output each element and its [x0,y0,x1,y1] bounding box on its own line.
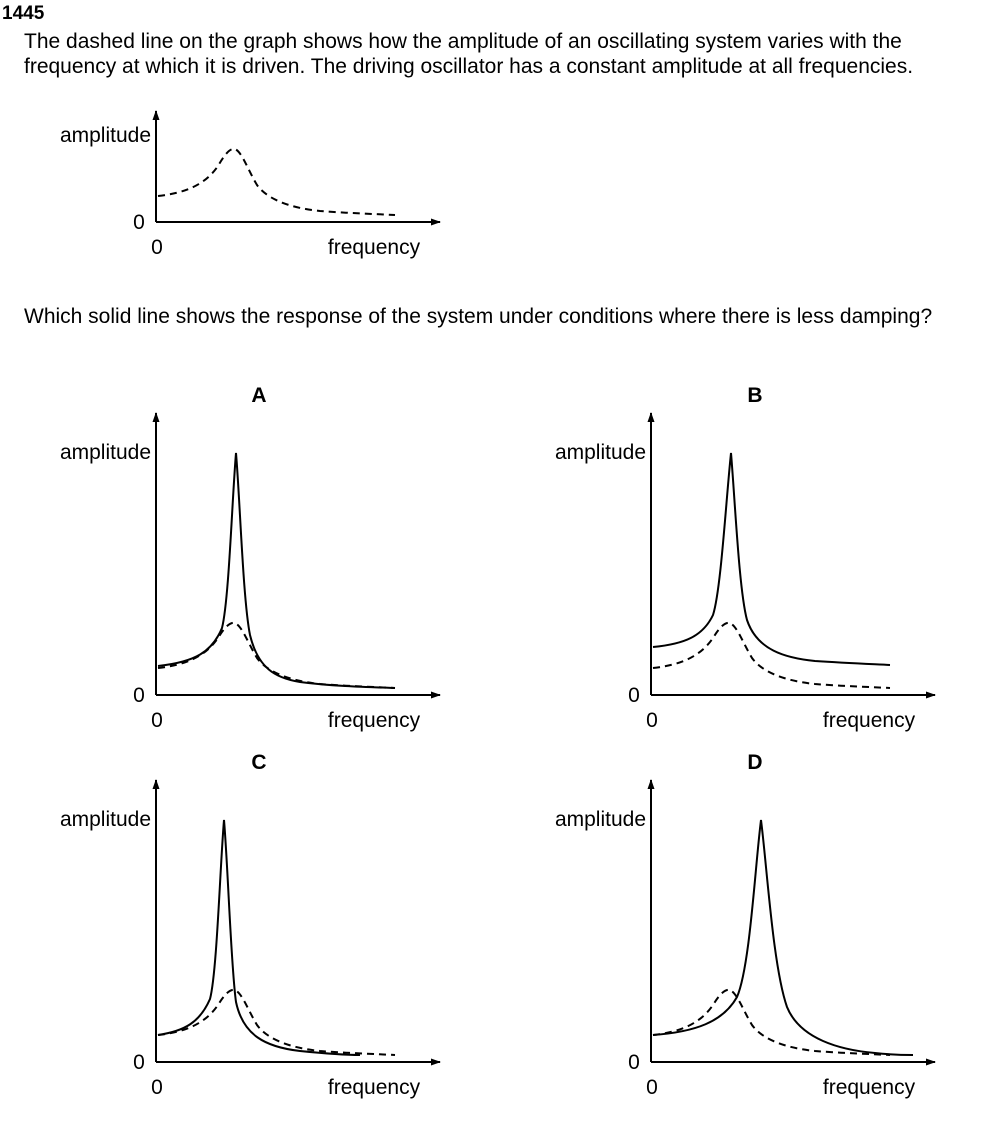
y-origin-label: 0 [133,211,145,234]
dashed-curve [653,990,890,1055]
y-origin-label: 0 [628,1051,640,1074]
y-origin-label: 0 [628,684,640,707]
option-c-letter: C [251,751,267,774]
dashed-curve [158,623,395,688]
question-prompt: Which solid line shows the response of the system under conditions where there is less damping? [24,305,933,328]
solid-curve [653,453,890,665]
question-intro: The dashed line on the graph shows how the amplitude of an oscillating system varies with the frequency at which it is driven. The driving oscillator has a constant amplitude at all frequencies. [24,30,914,78]
question-number: 1445 [2,3,45,24]
solid-curve [158,453,395,688]
x-axis-label: frequency [822,709,916,732]
x-axis-label: frequency [822,1076,916,1099]
x-axis-label: frequency [327,236,421,259]
x-origin-label: 0 [151,709,163,732]
y-axis-label: amplitude [59,808,151,831]
option-b-letter: B [747,384,763,407]
option-a-letter: A [251,384,267,407]
x-origin-label: 0 [151,1076,163,1099]
y-axis-label: amplitude [554,441,646,464]
y-axis-label: amplitude [59,124,151,147]
option-c-graph [60,751,440,1099]
option-a-graph [60,384,440,732]
x-origin-label: 0 [151,236,163,259]
x-origin-label: 0 [646,1076,658,1099]
x-axis-label: frequency [327,709,421,732]
reference-graph [60,111,440,259]
y-axis-label: amplitude [59,441,151,464]
option-d-letter: D [747,751,763,774]
solid-curve [158,820,360,1055]
option-d-graph [555,751,935,1099]
x-origin-label: 0 [646,709,658,732]
solid-curve [653,820,913,1055]
y-origin-label: 0 [133,1051,145,1074]
option-b-graph [555,384,935,732]
y-axis-label: amplitude [554,808,646,831]
dashed-curve [653,623,890,688]
x-axis-label: frequency [327,1076,421,1099]
y-origin-label: 0 [133,684,145,707]
reference-dashed-curve [158,149,395,215]
